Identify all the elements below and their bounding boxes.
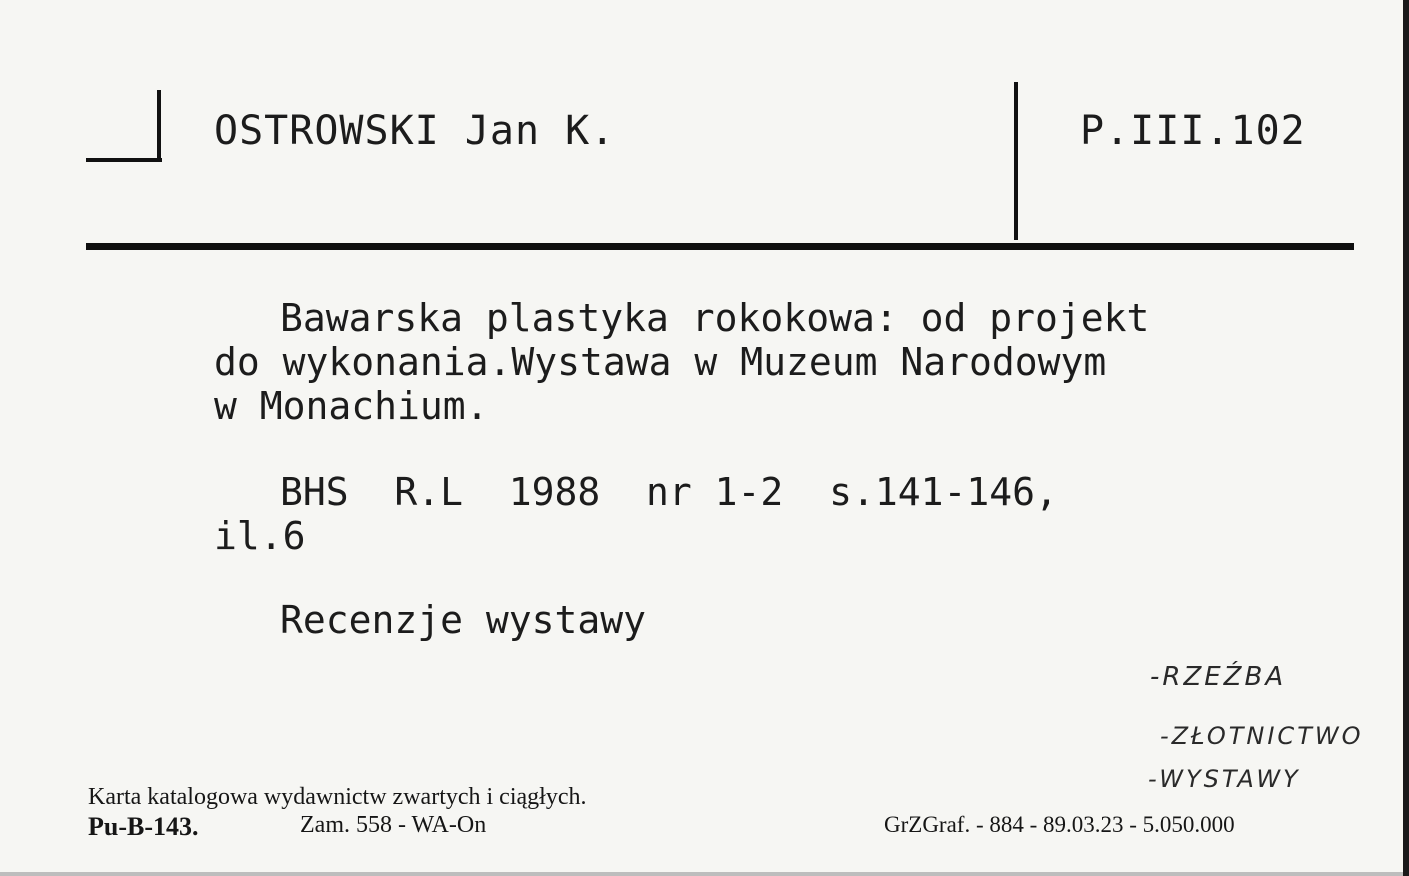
title-line: Bawarska plastyka rokokowa: od projekt <box>280 296 1150 340</box>
corner-mark-underline <box>86 158 162 162</box>
author-heading: OSTROWSKI Jan K. <box>214 108 616 154</box>
title-block <box>214 296 1409 428</box>
handwritten-note: -WYSTAWY <box>1148 765 1301 793</box>
title-line: do wykonania.Wystawa w Muzeum Narodowym <box>214 340 1107 384</box>
form-title: Karta katalogowa wydawnictw zwartych i ciągłych. <box>88 784 587 810</box>
shelfmark: P.III.102 <box>1080 108 1306 154</box>
printer-info: GrZGraf. - 884 - 89.03.23 - 5.050.000 <box>884 812 1235 837</box>
subject-heading: Recenzje wystawy <box>280 598 647 642</box>
source-line: BHS R.L 1988 nr 1-2 s.141-146, <box>280 470 1058 514</box>
source-line: il.6 <box>214 514 306 558</box>
header-rule <box>86 243 1354 250</box>
corner-mark <box>157 90 161 158</box>
handwritten-note: -RZEŹBA <box>1150 662 1287 692</box>
order-number: Zam. 558 - WA-On <box>300 812 487 838</box>
title-line: w Monachium. <box>214 384 489 428</box>
header-divider <box>1014 82 1018 240</box>
form-code: Pu-B-143. <box>88 812 199 841</box>
source-block <box>214 470 1364 558</box>
handwritten-note: -ZŁOTNICTWO <box>1160 722 1364 750</box>
